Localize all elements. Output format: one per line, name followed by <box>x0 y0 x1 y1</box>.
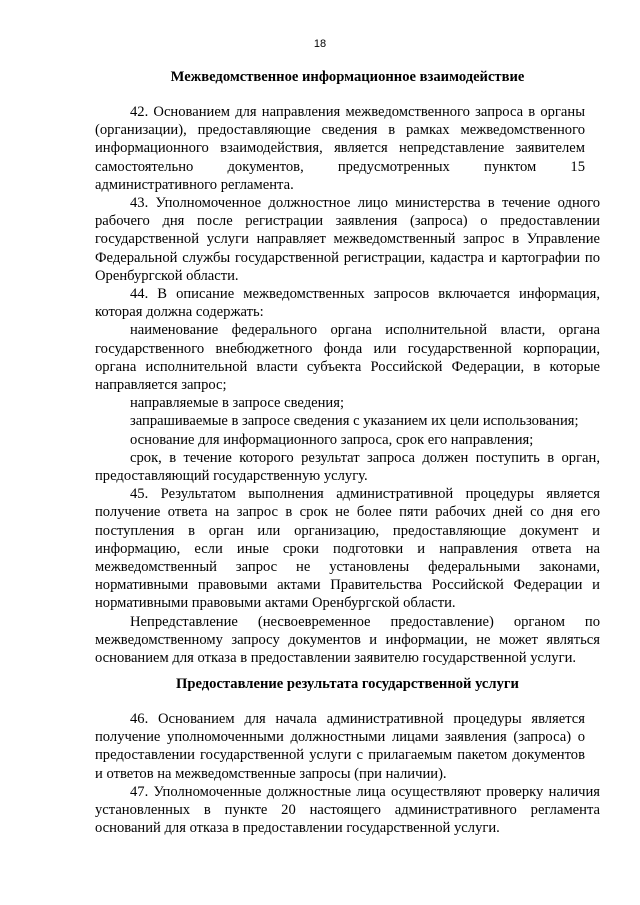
paragraph-42: 42. Основанием для направления межведомственного запроса в органы (организации), предоставляющие сведения в рамках межведомственного информационного взаимодействия, является непредставление заявителем самостоятельно документов, предусмотренных пунктом 15 административного регламента. <box>95 104 585 193</box>
paragraph-43: 43. Уполномоченное должностное лицо министерства в течение одного рабочего дня после регистрации заявления (запроса) о предоставлении государственной услуги направляет межведомственный запрос в Управление Федеральной службы государственной регистрации, кадастра и картографии по Оренбургской области. <box>95 195 600 284</box>
list-item-sent-info: направляемые в запросе сведения; <box>130 395 345 412</box>
section-heading-interagency: Межведомственное информационное взаимодействие <box>170 69 525 85</box>
paragraph-44: 44. В описание межведомственных запросов включается информация, которая должна содержать: <box>95 286 600 321</box>
list-item-deadline: срок, в течение которого результат запроса должен поступить в орган, предоставляющий государственную услугу. <box>95 449 600 485</box>
paragraph-46: 46. Основанием для начала административной процедуры является получение уполномоченными должностными лицами заявления (запроса) о предоставлении государственной услуги с прилагаемым пакетом документов и ответов на межведомственные запросы (при наличии). <box>95 711 585 782</box>
paragraph-non-submission: Непредставление (несвоевременное предоставление) органом по межведомственному запросу документов и информации, не может являться основанием для отказа в предоставлении заявителю государственной услуги. <box>95 613 600 667</box>
section-body-result <box>95 710 600 837</box>
list-item-requested-info: запрашиваемые в запросе сведения с указанием их цели использования; <box>130 413 579 430</box>
paragraph-45: 45. Результатом выполнения административной процедуры является получение ответа на запрос в срок не более пяти рабочих дней со дня его поступления в орган или организацию, предоставляющие документ и информацию, если иные сроки подготовки и направления ответа на межведомственный запрос не установлены федеральными законами, нормативными правовыми актами Правительства Российской Федерации и нормативными правовыми актами Оренбургской области. <box>95 486 600 612</box>
list-item-authority-name: наименование федерального органа исполнительной власти, органа государственного внебюджетного фонда или государственной корпорации, органа исполнительной власти субъекта Российской Федерации, в которые направляется запрос; <box>95 322 600 394</box>
paragraph-47: 47. Уполномоченные должностные лица осуществляют проверку наличия установленных в пункте 20 настоящего административного регламента оснований для отказа в предоставлении государственной услуги. <box>95 783 600 837</box>
page-number: 18 <box>313 38 327 50</box>
list-item-basis: основание для информационного запроса, срок его направления; <box>130 431 534 448</box>
section-body-interagency <box>95 103 600 667</box>
section-heading-result: Предоставление результата государственной услуги <box>176 676 519 692</box>
